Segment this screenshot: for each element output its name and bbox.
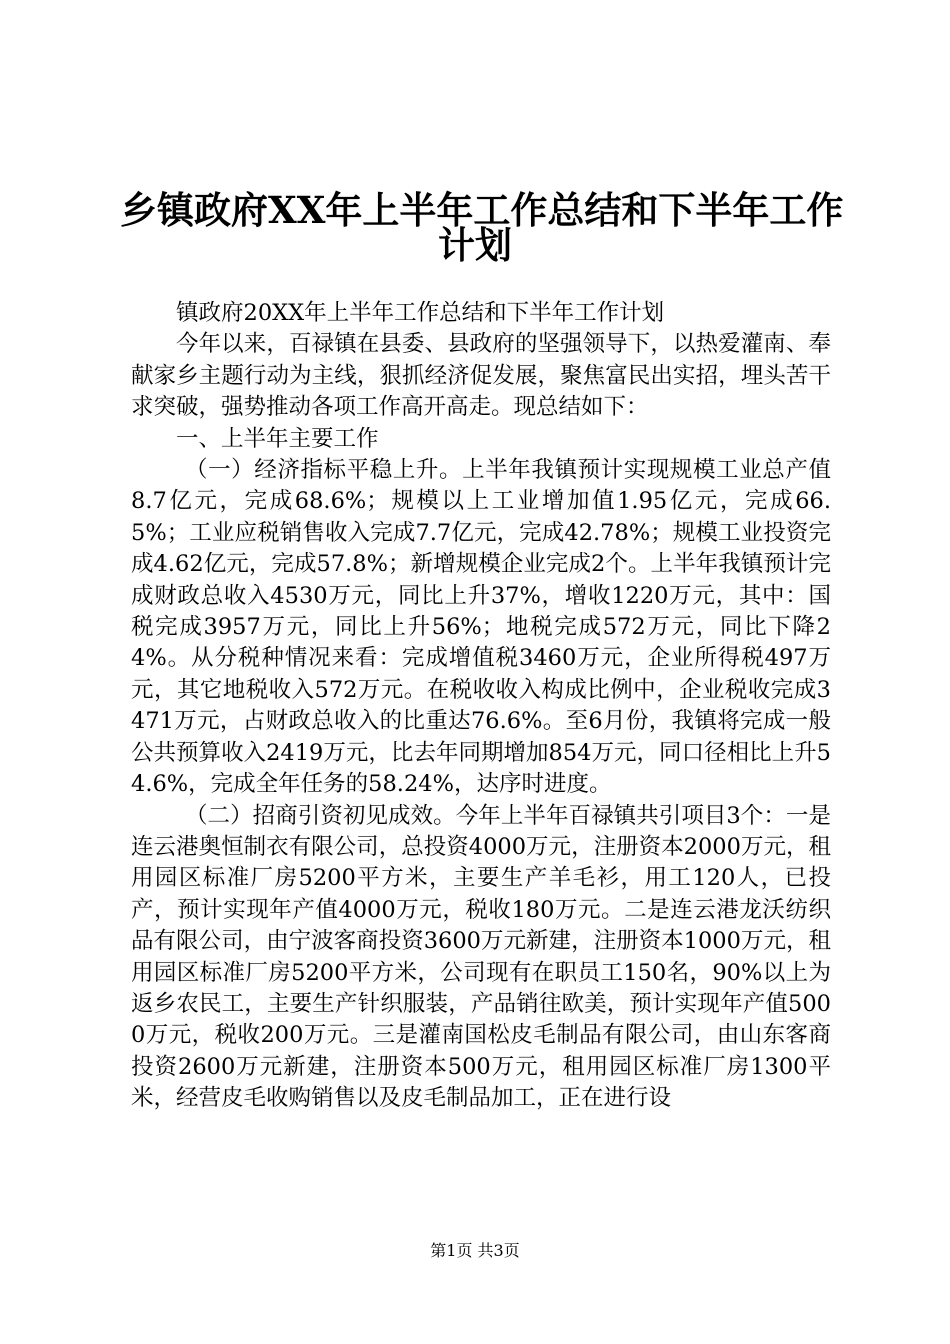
investment-paragraph: （二）招商引资初见成效。今年上半年百禄镇共引项目3个：一是连云港奥恒制衣有限公司，总投资4000万元，注册资本2000万元，租用园区标准厂房5200平方米，主要生产羊毛衫，用工120人，已投产，预计实现年产值4000万元，税收180万元。二是连云港龙沃纺织品有限公司，由宁波客商投资3600万元新建，注册资本1000万元，租用园区标准厂房5200平方米，公司现有在职员工150名，90%以上为返乡农民工，主要生产针织服装，产品销往欧美，预计实现年产值5000万元，税收200万元。三是灌南国松皮毛制品有限公司，由山东客商投资2600万元新建，注册资本500万元，租用园区标准厂房1300平米，经营皮毛收购销售以及皮毛制品加工，正在进行设 <box>131 802 831 1112</box>
document-title-line-2: 计划 <box>438 223 512 267</box>
section-heading: 一、上半年主要工作 <box>176 425 379 452</box>
document-title-line-1: 乡镇政府XX年上半年工作总结和下半年工作 <box>120 188 844 232</box>
economic-indicators-paragraph: （一）经济指标平稳上升。上半年我镇预计实现规模工业总产值8.7亿元，完成68.6%；规模以上工业增加值1.95亿元，完成66.5%；工业应税销售收入完成7.7亿元，完成42.78%；规模工业投资完成4.62亿元，完成57.8%；新增规模企业完成2个。上半年我镇预计完成财政总收入4530万元，同比上升37%，增收1220万元，其中：国税完成3957万元，同比上升56%；地税完成572万元，同比下降24%。从分税种情况来看：完成增值税3460万元，企业所得税497万元，其它地税收入572万元。在税收收入构成比例中，企业税收完成3471万元，占财政总收入的比重达76.6%。至6月份，我镇将完成一般公共预算收入2419万元，比去年同期增加854万元，同口径相比上升54.6%，完成全年任务的58.24%，达序时进度。 <box>131 457 831 798</box>
page-footer: 第1页 共3页 <box>430 1241 520 1260</box>
document-body <box>131 298 831 1115</box>
intro-paragraph: 今年以来，百禄镇在县委、县政府的坚强领导下，以热爱灌南、奉献家乡主题行动为主线，狠抓经济促发展，聚焦富民出实招，埋头苦干求突破，强势推动各项工作高开高走。现总结如下： <box>131 331 831 421</box>
subtitle-paragraph: 镇政府20XX年上半年工作总结和下半年工作计划 <box>176 300 665 326</box>
